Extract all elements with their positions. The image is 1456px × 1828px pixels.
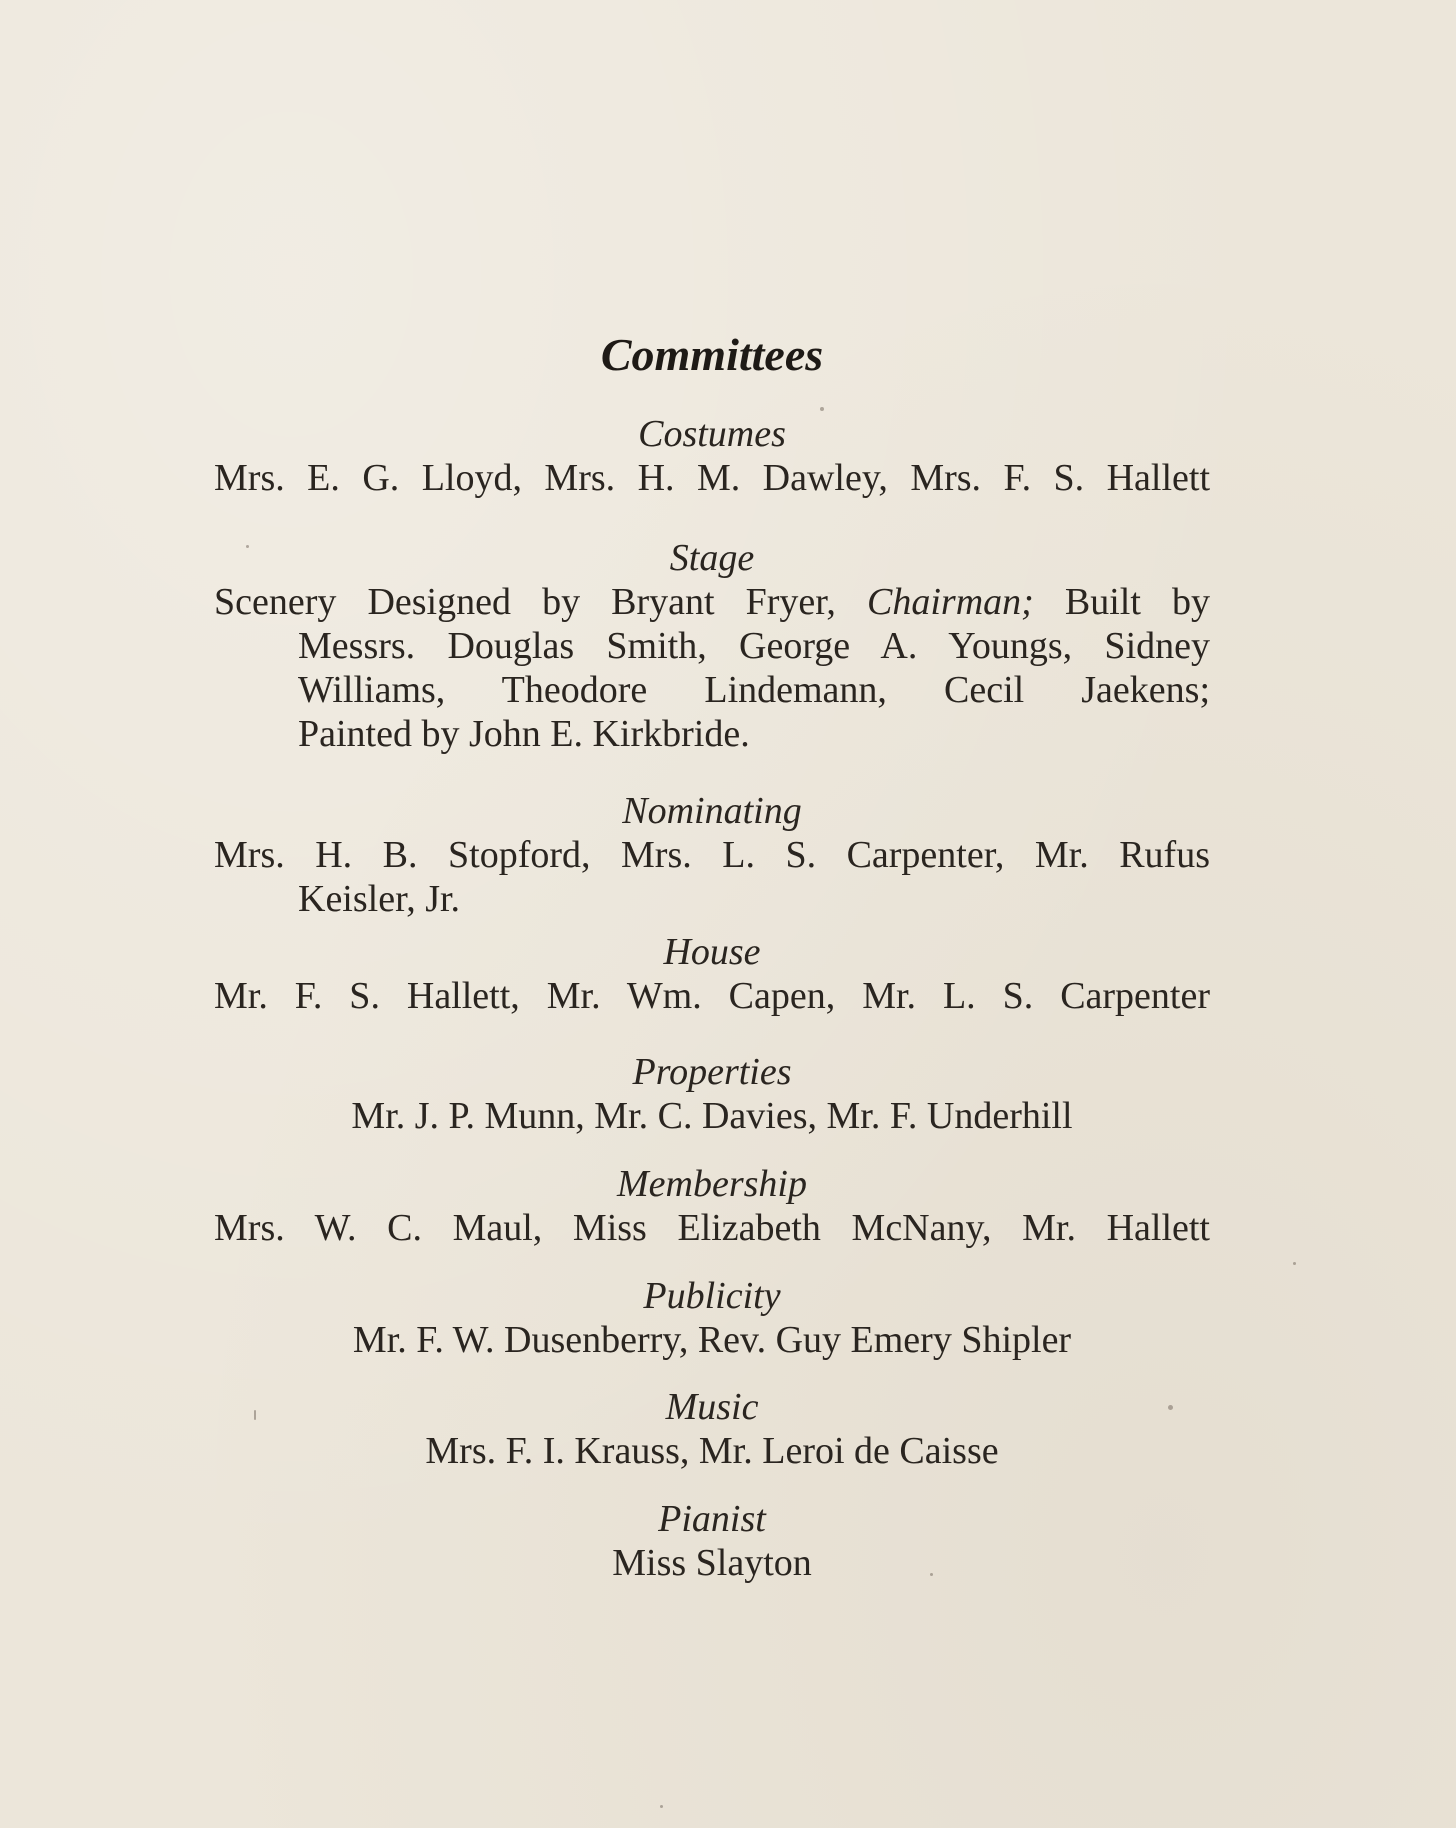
paper-speck [930, 1573, 933, 1576]
section-nominating [214, 789, 1210, 921]
section-properties [214, 1050, 1210, 1138]
stage-line-1 [214, 580, 1210, 624]
costumes-members: Mrs. E. G. Lloyd, Mrs. H. M. Dawley, Mrs. F. S. Hallett [214, 457, 1210, 499]
nominating-line-1: Mrs. H. B. Stopford, Mrs. L. S. Carpenter, Mr. Rufus [214, 834, 1210, 876]
properties-members: Mr. J. P. Munn, Mr. C. Davies, Mr. F. Underhill [351, 1095, 1073, 1137]
nominating-line-2: Keisler, Jr. [298, 878, 461, 920]
paper-speck [246, 545, 249, 548]
stage-line-3: Williams, Theodore Lindemann, Cecil Jaekens; [298, 669, 1210, 711]
stage-line-4: Painted by John E. Kirkbride. [298, 713, 750, 755]
house-members: Mr. F. S. Hallett, Mr. Wm. Capen, Mr. L. S. Carpenter [214, 975, 1210, 1017]
pianist-name: Miss Slayton [612, 1542, 812, 1584]
section-membership [214, 1162, 1210, 1250]
section-stage [214, 536, 1210, 756]
stage-line-1-text: Scenery Designed by Bryant Fryer, [214, 581, 868, 623]
section-publicity [214, 1274, 1210, 1362]
stage-line-1-end: Built by [1033, 581, 1210, 623]
heading-costumes: Costumes [638, 413, 786, 455]
section-costumes [214, 412, 1210, 500]
heading-membership: Membership [617, 1163, 807, 1205]
heading-house: House [663, 931, 761, 973]
publicity-members: Mr. F. W. Dusenberry, Rev. Guy Emery Shipler [352, 1319, 1072, 1361]
stage-chairman-label: Chairman; [867, 581, 1034, 623]
paper-speck [820, 407, 824, 411]
membership-members: Mrs. W. C. Maul, Miss Elizabeth McNany, Mr. Hallett [214, 1207, 1210, 1249]
heading-properties: Properties [632, 1051, 792, 1093]
heading-stage: Stage [669, 537, 755, 579]
heading-nominating: Nominating [622, 790, 802, 832]
paper-speck [660, 1805, 663, 1808]
heading-publicity: Publicity [643, 1275, 781, 1317]
heading-pianist: Pianist [658, 1498, 766, 1540]
paper-speck [1293, 1262, 1296, 1265]
paper-speck [1168, 1405, 1173, 1410]
paper-speck [254, 1410, 256, 1420]
stage-line-2: Messrs. Douglas Smith, George A. Youngs, Sidney [298, 625, 1210, 667]
section-music [214, 1385, 1210, 1473]
heading-music: Music [665, 1386, 759, 1428]
section-house [214, 930, 1210, 1018]
music-members: Mrs. F. I. Krauss, Mr. Leroi de Caisse [425, 1430, 999, 1472]
page-title: Committees [600, 329, 824, 380]
section-pianist [214, 1497, 1210, 1585]
